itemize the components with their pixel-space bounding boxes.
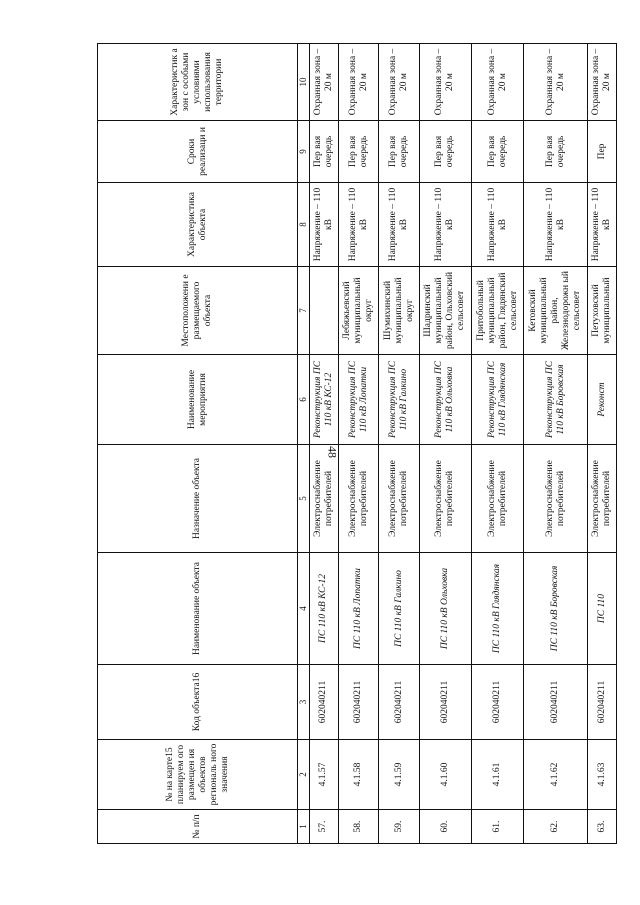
term-cell: Пер вая очередь: [472, 121, 524, 183]
map-number-cell: 4.1.59: [379, 740, 420, 810]
object-code-cell: 602040211: [588, 665, 617, 740]
index-cell: 1: [298, 810, 310, 844]
characteristic-cell: Напряжение – 110 кВ: [588, 183, 617, 267]
measure-name-cell: Реконструкция ПС 110 кВ Глядянская: [472, 355, 524, 445]
object-purpose-cell: Электроснабжение потребителей: [524, 445, 588, 553]
map-number-cell: 4.1.60: [419, 740, 471, 810]
table-row: [338, 44, 379, 844]
object-purpose-cell: Электроснабжение потребителей: [588, 445, 617, 553]
header-cell: Наименование мероприятия: [98, 355, 298, 445]
characteristic-cell: Напряжение – 110 кВ: [524, 183, 588, 267]
measure-name-cell: Реконст: [588, 355, 617, 445]
index-cell: 4: [298, 553, 310, 665]
object-purpose-cell: Электроснабжение потребителей: [419, 445, 471, 553]
term-cell: Пер вая очередь: [338, 121, 379, 183]
object-purpose-cell: Электроснабжение потребителей: [379, 445, 420, 553]
index-cell: 3: [298, 665, 310, 740]
row-number-cell: 62.: [524, 810, 588, 844]
zone-cell: Охранная зона – 20 м: [338, 44, 379, 121]
location-cell: Шумихинский муниципальный округ: [379, 267, 420, 355]
map-number-cell: 4.1.61: [472, 740, 524, 810]
header-cell: Местоположени е размещаемого объекта: [98, 267, 298, 355]
row-number-cell: 58.: [338, 810, 379, 844]
zone-cell: Охранная зона – 20 м: [588, 44, 617, 121]
header-cell: Характеристика объекта: [98, 183, 298, 267]
object-name-cell: ПС 110 кВ Галкино: [379, 553, 420, 665]
table-row: [524, 44, 588, 844]
object-name-cell: ПС 110 кВ Боровская: [524, 553, 588, 665]
table-body: [98, 44, 617, 844]
row-number-cell: 59.: [379, 810, 420, 844]
characteristic-cell: Напряжение – 110 кВ: [310, 183, 339, 267]
header-cell: № на карте15 планируем ого размещен ия объектов региональ ного значения: [98, 740, 298, 810]
term-cell: Пер: [588, 121, 617, 183]
object-name-cell: ПС 110: [588, 553, 617, 665]
object-code-cell: 602040211: [419, 665, 471, 740]
location-cell: Петуховский муниципальный: [588, 267, 617, 355]
measure-name-cell: Реконструкция ПС 110 кВ КС-12: [310, 355, 339, 445]
table-row: [588, 44, 617, 844]
object-code-cell: 602040211: [338, 665, 379, 740]
index-cell: 7: [298, 267, 310, 355]
characteristic-cell: Напряжение – 110 кВ: [338, 183, 379, 267]
map-number-cell: 4.1.57: [310, 740, 339, 810]
location-cell: [310, 267, 339, 355]
header-cell: Характеристик а зон с особыми условиями использования территории: [98, 44, 298, 121]
object-code-cell: 602040211: [379, 665, 420, 740]
map-number-cell: 4.1.62: [524, 740, 588, 810]
index-cell: 9: [298, 121, 310, 183]
term-cell: Пер вая очередь: [379, 121, 420, 183]
object-purpose-cell: Электроснабжение потребителей: [338, 445, 379, 553]
index-cell: 10: [298, 44, 310, 121]
measure-name-cell: Реконструкция ПС 110 кВ Боровская: [524, 355, 588, 445]
characteristic-cell: Напряжение – 110 кВ: [379, 183, 420, 267]
measure-name-cell: Реконструкция ПС 110 кВ Ольховка: [419, 355, 471, 445]
object-name-cell: ПС 110 кВ Глядянская: [472, 553, 524, 665]
zone-cell: Охранная зона – 20 м: [310, 44, 339, 121]
page-number: 48: [325, 446, 340, 458]
measure-name-cell: Реконструкция ПС 110 кВ Лопатки: [338, 355, 379, 445]
row-number-cell: 63.: [588, 810, 617, 844]
rotated-table-container: [97, 44, 617, 844]
location-cell: Шадринский муниципальный район, Ольховский сельсовет: [419, 267, 471, 355]
table-row: [310, 44, 339, 844]
term-cell: Пер вая очередь: [524, 121, 588, 183]
object-name-cell: ПС 110 кВ Ольховка: [419, 553, 471, 665]
map-number-cell: 4.1.63: [588, 740, 617, 810]
column-index-row: [298, 44, 310, 844]
object-purpose-cell: Электроснабжение потребителей: [472, 445, 524, 553]
header-cell: № п/п: [98, 810, 298, 844]
header-cell: Сроки реализаци и: [98, 121, 298, 183]
table-row: [379, 44, 420, 844]
object-name-cell: ПС 110 кВ КС-12: [310, 553, 339, 665]
row-number-cell: 60.: [419, 810, 471, 844]
location-cell: Кетовский муниципальный район, Железнодорожн ый сельсовет: [524, 267, 588, 355]
zone-cell: Охранная зона – 20 м: [524, 44, 588, 121]
index-cell: 8: [298, 183, 310, 267]
measure-name-cell: Реконструкция ПС 110 кВ Галкино: [379, 355, 420, 445]
characteristic-cell: Напряжение – 110 кВ: [419, 183, 471, 267]
term-cell: Пер вая очередь: [310, 121, 339, 183]
location-cell: Лебяжьевский муниципальный округ: [338, 267, 379, 355]
zone-cell: Охранная зона – 20 м: [419, 44, 471, 121]
row-number-cell: 57.: [310, 810, 339, 844]
header-cell: Наименование объекта: [98, 553, 298, 665]
object-purpose-cell: Электроснабжение потребителей: [310, 445, 339, 553]
index-cell: 6: [298, 355, 310, 445]
index-cell: 5: [298, 445, 310, 553]
object-name-cell: ПС 110 кВ Лопатки: [338, 553, 379, 665]
index-cell: 2: [298, 740, 310, 810]
location-cell: Притобольный муниципальный район, Глядянский сельсовет: [472, 267, 524, 355]
table-row: [472, 44, 524, 844]
zone-cell: Охранная зона – 20 м: [379, 44, 420, 121]
header-cell: Код объекта16: [98, 665, 298, 740]
table-row: [419, 44, 471, 844]
object-code-cell: 602040211: [524, 665, 588, 740]
term-cell: Пер вая очередь: [419, 121, 471, 183]
zone-cell: Охранная зона – 20 м: [472, 44, 524, 121]
map-number-cell: 4.1.58: [338, 740, 379, 810]
characteristic-cell: Напряжение – 110 кВ: [472, 183, 524, 267]
object-code-cell: 602040211: [472, 665, 524, 740]
object-code-cell: 602040211: [310, 665, 339, 740]
objects-table: [97, 43, 617, 844]
header-row: [98, 44, 298, 844]
header-cell: Назначение объекта: [98, 445, 298, 553]
row-number-cell: 61.: [472, 810, 524, 844]
